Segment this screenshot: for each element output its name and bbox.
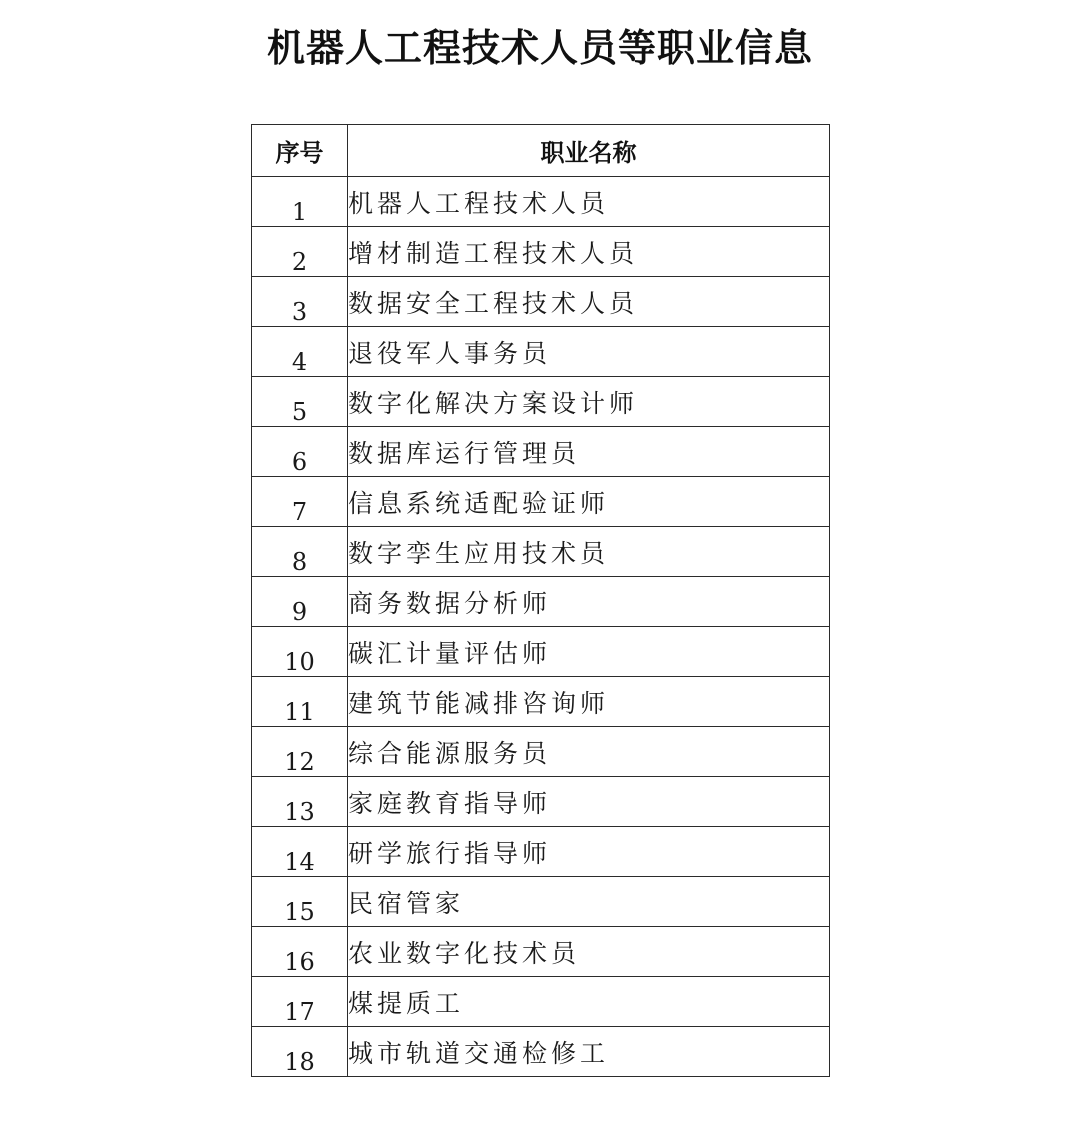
occupation-name: 机器人工程技术人员: [348, 177, 830, 227]
row-number: 11: [252, 677, 348, 727]
row-number: 8: [252, 527, 348, 577]
table-row: [252, 627, 830, 677]
table-row: [252, 977, 830, 1027]
table-row: [252, 377, 830, 427]
occupation-name: 民宿管家: [348, 877, 830, 927]
row-number: 18: [252, 1027, 348, 1077]
occupation-name: 城市轨道交通检修工: [348, 1027, 830, 1077]
occupation-name: 数字孪生应用技术员: [348, 527, 830, 577]
table-row: [252, 477, 830, 527]
row-number: 13: [252, 777, 348, 827]
table-row: [252, 277, 830, 327]
row-number: 5: [252, 377, 348, 427]
occupation-name: 建筑节能减排咨询师: [348, 677, 830, 727]
table-row: [252, 1027, 830, 1077]
table-row: [252, 877, 830, 927]
occupation-name: 数据库运行管理员: [348, 427, 830, 477]
occupation-name: 综合能源服务员: [348, 727, 830, 777]
row-number: 7: [252, 477, 348, 527]
table-row: [252, 527, 830, 577]
occupation-name: 家庭教育指导师: [348, 777, 830, 827]
row-number: 16: [252, 927, 348, 977]
table-header-row: [252, 125, 830, 177]
table-row: [252, 827, 830, 877]
table-row: [252, 927, 830, 977]
table-row: [252, 227, 830, 277]
header-number: 序号: [252, 125, 348, 177]
occupation-name: 商务数据分析师: [348, 577, 830, 627]
occupation-name: 信息系统适配验证师: [348, 477, 830, 527]
row-number: 3: [252, 277, 348, 327]
table-row: [252, 327, 830, 377]
document-title: 机器人工程技术人员等职业信息: [266, 26, 813, 70]
row-number: 12: [252, 727, 348, 777]
table-row: [252, 177, 830, 227]
row-number: 14: [252, 827, 348, 877]
occupation-name: 碳汇计量评估师: [348, 627, 830, 677]
table-row: [252, 577, 830, 627]
occupation-name: 增材制造工程技术人员: [348, 227, 830, 277]
table-row: [252, 727, 830, 777]
row-number: 1: [252, 177, 348, 227]
row-number: 9: [252, 577, 348, 627]
header-occupation-name: 职业名称: [348, 125, 830, 177]
occupation-name: 煤提质工: [348, 977, 830, 1027]
row-number: 10: [252, 627, 348, 677]
occupation-name: 数字化解决方案设计师: [348, 377, 830, 427]
row-number: 4: [252, 327, 348, 377]
occupation-name: 农业数字化技术员: [348, 927, 830, 977]
table-row: [252, 427, 830, 477]
row-number: 17: [252, 977, 348, 1027]
row-number: 6: [252, 427, 348, 477]
row-number: 2: [252, 227, 348, 277]
row-number: 15: [252, 877, 348, 927]
occupation-name: 退役军人事务员: [348, 327, 830, 377]
table-row: [252, 677, 830, 727]
occupation-name: 数据安全工程技术人员: [348, 277, 830, 327]
occupation-table: [251, 124, 830, 1077]
occupation-name: 研学旅行指导师: [348, 827, 830, 877]
table-row: [252, 777, 830, 827]
table-body: [252, 177, 830, 1077]
